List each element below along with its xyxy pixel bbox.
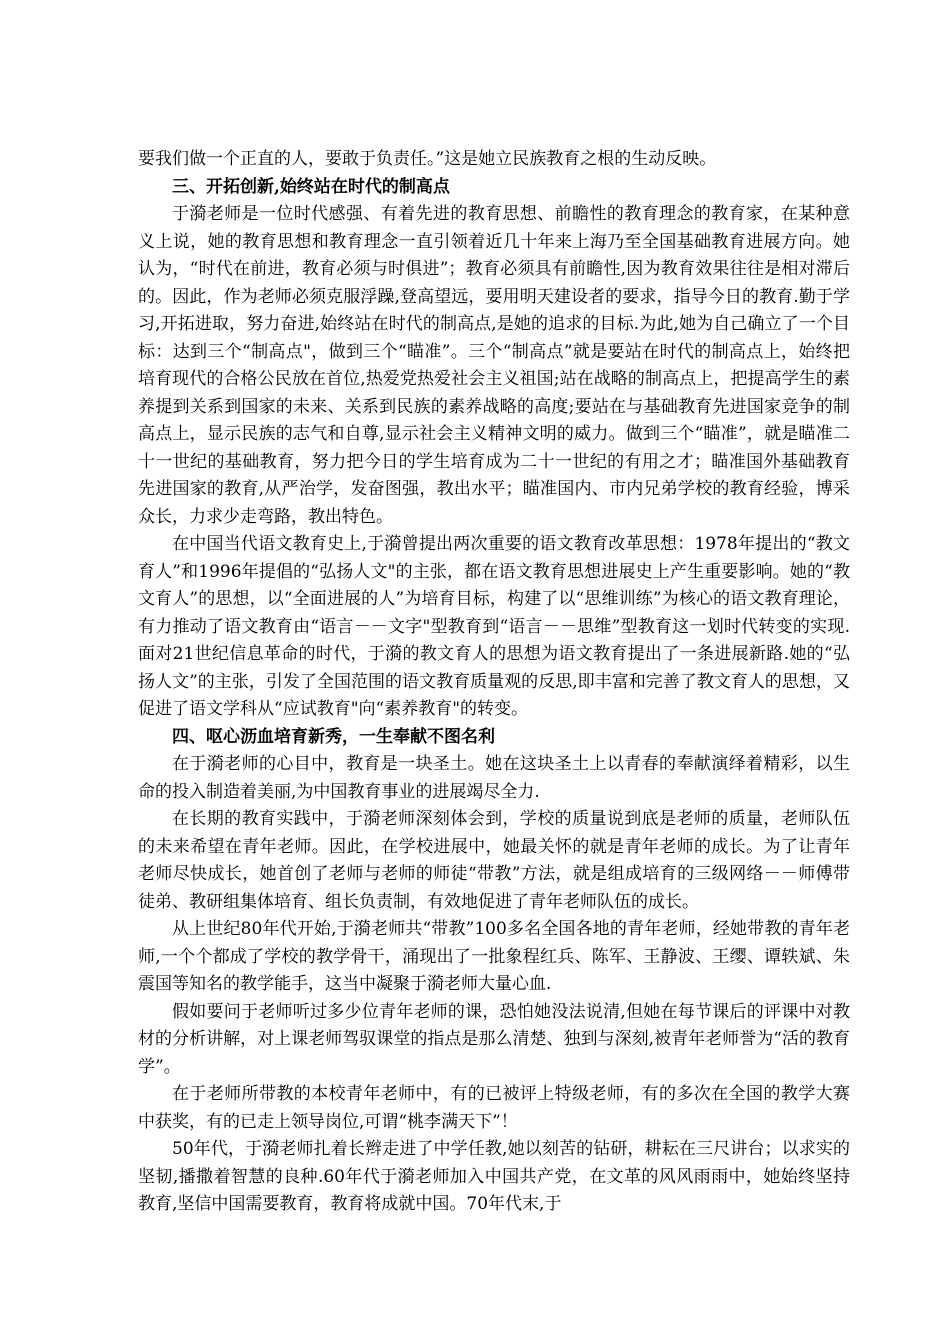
paragraph: 在长期的教育实践中，于漪老师深刻体会到，学校的质量说到底是老师的质量，老师队伍的未来希望在青年老师。因此，在学校进展中，她最关怀的就是青年老师的成长。为了让青年老师尽快成长，她首创了老师与老师的师徒“带教”方法，就是组成培育的三级网络－－师傅带徒弟、教研组集体培育、组长负责制，有效地促进了青年老师队伍的成长。 <box>138 809 850 912</box>
paragraph: 在于漪老师的心目中，教育是一块圣土。她在这块圣土上以青春的奉献演绎着精彩，以生命的投入制造着美丽,为中国教育事业的进展竭尽全力. <box>138 754 850 802</box>
section-heading: 三、开拓创新,始终站在时代的制高点 <box>172 176 450 197</box>
paragraph: 假如要问于老师听过多少位青年老师的课，恐怕她没法说清,但她在每节课后的评课中对教材的分析讲解，对上课老师驾驭课堂的指点是那么清楚、独到与深刻,被青年老师誉为“活的教育学”。 <box>138 1001 850 1077</box>
paragraph: 于漪老师是一位时代感强、有着先进的教育思想、前瞻性的教育理念的教育家，在某种意义上说，她的教育思想和教育理念一直引领着近几十年来上海乃至全国基础教育进展方向。她认为，“时代在前进，教育必须与时俱进”；教育必须具有前瞻性,因为教育效果往往是相对滞后的。因此，作为老师必须克服浮躁,登高望远，要用明天建设者的要求，指导今日的教育.勤于学习,开拓进取，努力奋进,始终站在时代的制高点,是她的追求的目标.为此,她为自己确立了一个目标：达到三个“制高点"，做到三个“瞄准”。三个“制高点”就是要站在时代的制高点上，始终把培育现代的合格公民放在首位,热爱党热爱社会主义祖国;站在战略的制高点上，把提高学生的素养提到关系到国家的未来、关系到民族的素养战略的高度;要站在与基础教育先进国家竞争的制高点上，显示民族的志气和自尊,显示社会主义精神文明的威力。做到三个“瞄准”，就是瞄准二十一世纪的基础教育，努力把今日的学生培育成为二十一世纪的有用之才；瞄准国外基础教育先进国家的教育,从严治学，发奋图强，教出水平；瞄准国内、市内兄弟学校的教育经验，博采众长，力求少走弯路，教出特色。 <box>138 204 850 527</box>
paragraph: 从上世纪80年代开始,于漪老师共“带教”100多名全国各地的青年老师，经她带教的青年老师,一个个都成了学校的教学骨干，涌现出了一批象程红兵、陈军、王静波、王缨、谭轶斌、朱震国等知名的教学能手，这当中凝聚于漪老师大量心血. <box>138 919 850 994</box>
paragraph: 要我们做一个正直的人，要敢于负责任。”这是她立民族教育之根的生动反映。 <box>138 149 717 169</box>
paragraph: 在于老师所带教的本校青年老师中，有的已被评上特级老师，有的多次在全国的教学大赛中获奖，有的已走上领导岗位,可谓“桃李满天下”！ <box>138 1084 850 1132</box>
document-body <box>138 146 850 1219</box>
paragraph: 在中国当代语文教育史上,于漪曾提出两次重要的语文教育改革思想：1978年提出的“教文育人”和1996年提倡的“弘扬人文"的主张，都在语文教育思想进展史上产生重要影响。她的“教文育人”的思想，以“全面进展的人”为培育目标，构建了以“思维训练”为核心的语文教育理论，有力推动了语文教育由“语言－－文字"型教育到“语言－－思维”型教育这一划时代转变的实现.面对21世纪信息革命的时代，于漪的教文育人的思想为语文教育提出了一条进展新路.她的“弘扬人文”的主张，引发了全国范围的语文教育质量观的反思,即丰富和完善了教文育人的思想，又促进了语文学科从“应试教育"向“素养教育"的转变。 <box>138 534 850 719</box>
paragraph: 50年代，于漪老师扎着长辫走进了中学任教,她以刻苦的钻研，耕耘在三尺讲台；以求实的坚韧,播撒着智慧的良种.60年代于漪老师加入中国共产党，在文革的风风雨雨中，她始终坚持教育,坚信中国需要教育，教育将成就中国。70年代末,于 <box>138 1139 850 1214</box>
section-heading: 四、呕心沥血培育新秀，一生奉献不图名利 <box>172 726 495 747</box>
